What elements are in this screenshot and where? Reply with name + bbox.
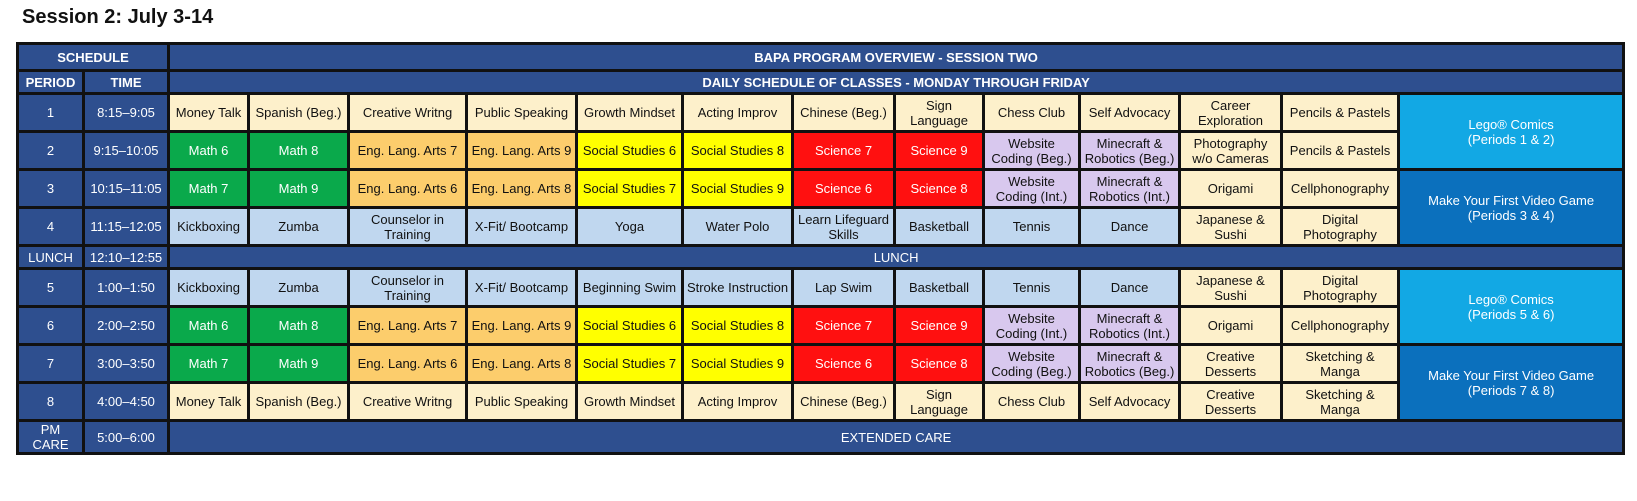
class-cell: Minecraft & Robotics (Beg.) — [1080, 345, 1180, 383]
class-cell: Money Talk — [169, 383, 249, 421]
class-cell: Creative Writng — [349, 383, 467, 421]
class-cell: Kickboxing — [169, 269, 249, 307]
class-cell: Eng. Lang. Arts 7 — [349, 307, 467, 345]
period-time: 2:00–2:50 — [84, 307, 169, 345]
class-cell: Math 9 — [249, 345, 349, 383]
class-cell: Learn Lifeguard Skills — [793, 208, 895, 246]
class-cell: Acting Improv — [683, 383, 793, 421]
class-cell: Social Studies 8 — [683, 307, 793, 345]
class-cell: Tennis — [984, 208, 1080, 246]
class-cell: Sign Language — [895, 94, 984, 132]
extended-care-band: EXTENDED CARE — [169, 421, 1624, 454]
class-cell: Eng. Lang. Arts 9 — [467, 307, 577, 345]
class-cell: Beginning Swim — [577, 269, 683, 307]
class-cell: Social Studies 7 — [577, 345, 683, 383]
schedule-row — [18, 307, 1624, 345]
class-cell: Website Coding (Beg.) — [984, 132, 1080, 170]
class-cell: Science 8 — [895, 345, 984, 383]
side-program-block — [1399, 94, 1624, 170]
class-cell: Self Advocacy — [1080, 94, 1180, 132]
side-program-block — [1399, 170, 1624, 246]
class-cell: Yoga — [577, 208, 683, 246]
class-cell: Minecraft & Robotics (Beg.) — [1080, 132, 1180, 170]
class-cell: Origami — [1180, 170, 1282, 208]
schedule-row — [18, 208, 1624, 246]
class-cell: Chess Club — [984, 94, 1080, 132]
class-cell: Public Speaking — [467, 383, 577, 421]
program-title: BAPA PROGRAM OVERVIEW - SESSION TWO — [169, 44, 1624, 71]
class-cell: Math 6 — [169, 132, 249, 170]
schedule-row — [18, 345, 1624, 383]
class-cell: Kickboxing — [169, 208, 249, 246]
class-cell: Basketball — [895, 269, 984, 307]
class-cell: Math 7 — [169, 345, 249, 383]
period-time: 3:00–3:50 — [84, 345, 169, 383]
period-column-header: PERIOD — [18, 71, 84, 94]
class-cell: Social Studies 8 — [683, 132, 793, 170]
period-number: 4 — [18, 208, 84, 246]
period-time: 11:15–12:05 — [84, 208, 169, 246]
class-cell: Zumba — [249, 269, 349, 307]
class-cell: Counselor in Training — [349, 208, 467, 246]
class-cell: Science 9 — [895, 307, 984, 345]
class-cell: Science 7 — [793, 132, 895, 170]
class-cell: Social Studies 7 — [577, 170, 683, 208]
class-cell: Creative Desserts — [1180, 345, 1282, 383]
daily-schedule-subtitle: DAILY SCHEDULE OF CLASSES - MONDAY THROUGH FRIDAY — [169, 71, 1624, 94]
schedule-row — [18, 132, 1624, 170]
class-cell: Creative Desserts — [1180, 383, 1282, 421]
lunch-band: LUNCH — [169, 246, 1624, 269]
class-cell: Self Advocacy — [1080, 383, 1180, 421]
class-cell: Science 6 — [793, 345, 895, 383]
class-cell: Tennis — [984, 269, 1080, 307]
class-cell: Growth Mindset — [577, 94, 683, 132]
period-number: 8 — [18, 383, 84, 421]
period-time: 10:15–11:05 — [84, 170, 169, 208]
lunch-time: 12:10–12:55 — [84, 246, 169, 269]
class-cell: Dance — [1080, 208, 1180, 246]
class-cell: Origami — [1180, 307, 1282, 345]
afternoon-periods — [18, 269, 1624, 421]
period-number: 2 — [18, 132, 84, 170]
class-cell: Science 9 — [895, 132, 984, 170]
class-cell: Eng. Lang. Arts 9 — [467, 132, 577, 170]
class-cell: Minecraft & Robotics (Int.) — [1080, 170, 1180, 208]
class-cell: Digital Photography — [1282, 208, 1399, 246]
class-cell: Social Studies 9 — [683, 345, 793, 383]
side-program-title: Lego® Comics — [1468, 291, 1554, 307]
class-cell: Japanese & Sushi — [1180, 208, 1282, 246]
schedule-row — [18, 269, 1624, 307]
class-cell: Growth Mindset — [577, 383, 683, 421]
page-title: Session 2: July 3-14 — [22, 6, 214, 28]
side-program-title: Make Your First Video Game — [1428, 367, 1595, 383]
class-cell: Water Polo — [683, 208, 793, 246]
class-cell: Eng. Lang. Arts 8 — [467, 170, 577, 208]
class-cell: Chinese (Beg.) — [793, 383, 895, 421]
class-cell: Math 8 — [249, 132, 349, 170]
class-cell: Math 8 — [249, 307, 349, 345]
class-cell: Stroke Instruction — [683, 269, 793, 307]
class-cell: Japanese & Sushi — [1180, 269, 1282, 307]
class-cell: Math 7 — [169, 170, 249, 208]
period-number: 1 — [18, 94, 84, 132]
period-number: 3 — [18, 170, 84, 208]
morning-periods — [18, 94, 1624, 246]
class-cell: Website Coding (Int.) — [984, 307, 1080, 345]
class-cell: Social Studies 6 — [577, 132, 683, 170]
time-column-header: TIME — [84, 71, 169, 94]
class-cell: Science 6 — [793, 170, 895, 208]
class-cell: Spanish (Beg.) — [249, 383, 349, 421]
side-program-title: Make Your First Video Game — [1428, 192, 1595, 208]
class-cell: Chess Club — [984, 383, 1080, 421]
pm-care-period-label: PM CARE — [18, 421, 84, 454]
class-cell: Sign Language — [895, 383, 984, 421]
class-cell: Career Exploration — [1180, 94, 1282, 132]
class-cell: Science 7 — [793, 307, 895, 345]
schedule-header: SCHEDULE — [18, 44, 169, 71]
class-cell: Pencils & Pastels — [1282, 132, 1399, 170]
class-cell: Counselor in Training — [349, 269, 467, 307]
class-cell: Eng. Lang. Arts 6 — [349, 170, 467, 208]
period-time: 8:15–9:05 — [84, 94, 169, 132]
schedule-row — [18, 383, 1624, 421]
class-cell: Minecraft & Robotics (Int.) — [1080, 307, 1180, 345]
class-cell: Sketching & Manga — [1282, 345, 1399, 383]
side-program-periods: (Periods 5 & 6) — [1467, 306, 1555, 322]
class-cell: Pencils & Pastels — [1282, 94, 1399, 132]
schedule-row — [18, 94, 1624, 132]
side-program-title: Lego® Comics — [1468, 116, 1554, 132]
class-cell: Social Studies 6 — [577, 307, 683, 345]
class-cell: Cellphonography — [1282, 307, 1399, 345]
class-cell: Chinese (Beg.) — [793, 94, 895, 132]
class-cell: Money Talk — [169, 94, 249, 132]
period-time: 4:00–4:50 — [84, 383, 169, 421]
period-number: 5 — [18, 269, 84, 307]
schedule-table — [16, 42, 1625, 455]
class-cell: Math 9 — [249, 170, 349, 208]
class-cell: Basketball — [895, 208, 984, 246]
pm-care-time: 5:00–6:00 — [84, 421, 169, 454]
side-program-block — [1399, 269, 1624, 345]
class-cell: Acting Improv — [683, 94, 793, 132]
class-cell: X-Fit/ Bootcamp — [467, 269, 577, 307]
period-time: 1:00–1:50 — [84, 269, 169, 307]
class-cell: Lap Swim — [793, 269, 895, 307]
class-cell: Photography w/o Cameras — [1180, 132, 1282, 170]
side-program-periods: (Periods 1 & 2) — [1467, 131, 1555, 147]
class-cell: Sketching & Manga — [1282, 383, 1399, 421]
schedule-row — [18, 170, 1624, 208]
class-cell: Spanish (Beg.) — [249, 94, 349, 132]
class-cell: Math 6 — [169, 307, 249, 345]
class-cell: Dance — [1080, 269, 1180, 307]
class-cell: Digital Photography — [1282, 269, 1399, 307]
class-cell: Public Speaking — [467, 94, 577, 132]
class-cell: Eng. Lang. Arts 8 — [467, 345, 577, 383]
class-cell: Zumba — [249, 208, 349, 246]
side-program-periods: (Periods 3 & 4) — [1467, 207, 1555, 223]
period-number: 7 — [18, 345, 84, 383]
side-program-periods: (Periods 7 & 8) — [1467, 382, 1555, 398]
period-number: 6 — [18, 307, 84, 345]
class-cell: Eng. Lang. Arts 7 — [349, 132, 467, 170]
lunch-period-label: LUNCH — [18, 246, 84, 269]
class-cell: Science 8 — [895, 170, 984, 208]
class-cell: Social Studies 9 — [683, 170, 793, 208]
class-cell: Eng. Lang. Arts 6 — [349, 345, 467, 383]
class-cell: Website Coding (Int.) — [984, 170, 1080, 208]
class-cell: Website Coding (Beg.) — [984, 345, 1080, 383]
side-program-block — [1399, 345, 1624, 421]
class-cell: X-Fit/ Bootcamp — [467, 208, 577, 246]
class-cell: Cellphonography — [1282, 170, 1399, 208]
class-cell: Creative Writng — [349, 94, 467, 132]
period-time: 9:15–10:05 — [84, 132, 169, 170]
